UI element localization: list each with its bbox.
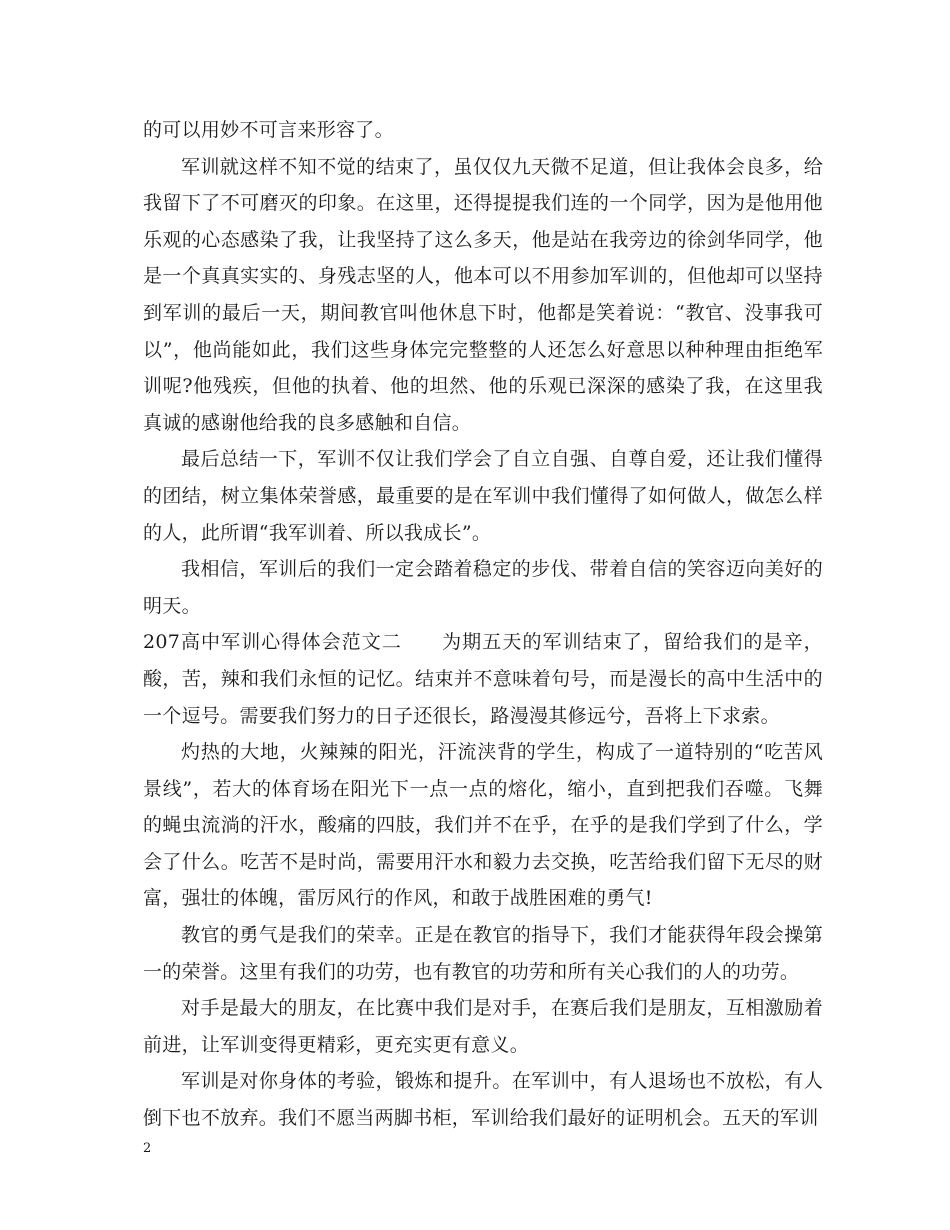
paragraph: 对手是最大的朋友，在比赛中我们是对手，在赛后我们是朋友，互相激励着前进，让军训变得更精彩，更充实更有意义。 <box>143 997 823 1056</box>
paragraph-continuation: 的可以用妙不可言来形容了。 <box>143 119 394 141</box>
paragraph: 灼热的大地，火辣辣的阳光，汗流浃背的学生，构成了一道特别的“吃苦风景线”，若大的体育场在阳光下一点一点的熔化，缩小，直到把我们吞噬。飞舞的蝇虫流淌的汗水，酸痛的四肢，我们并不在乎，在乎的是我们学到了什么，学会了什么。吃苦不是时尚，需要用汗水和毅力去交换，吃苦给我们留下无尽的财富，强壮的体魄，雷厉风行的作风，和敢于战胜困难的勇气! <box>143 741 823 910</box>
page-number: 2 <box>143 1141 152 1156</box>
paragraph: 军训是对你身体的考验，锻炼和提升。在军训中，有人退场也不放松，有人倒下也不放弃。我们不愿当两脚书柜，军训给我们最好的证明机会。五天的军训 <box>143 1070 823 1130</box>
paragraph: 教官的勇气是我们的荣幸。正是在教官的指导下，我们才能获得年段会操第一的荣誉。这里有我们的功劳，也有教官的功劳和所有关心我们的人的功劳。 <box>143 924 823 983</box>
paragraph: 军训就这样不知不觉的结束了，虽仅仅九天微不足道，但让我体会良多，给我留下了不可磨灭的印象。在这里，还得提提我们连的一个同学，因为是他用他乐观的心态感染了我，让我坚持了这么多天，他是站在我旁边的徐剑华同学，他是一个真真实实的、身残志坚的人，他本可以不用参加军训的，但他却可以坚持到军训的最后一天，期间教官叫他休息下时，他都是笑着说：“教官、没事我可以”，他尚能如此，我们这些身体完完整整的人还怎么好意思以种种理由拒绝军训呢?他残疾，但他的执着、他的坦然、他的乐观已深深的感染了我，在这里我真诚的感谢他给我的良多感触和自信。 <box>143 155 823 434</box>
section-heading-paragraph: 207高中军训心得体会范文二 为期五天的军训结束了，留给我们的是辛，酸，苦，辣和我们永恒的记忆。结束并不意味着句号，而是漫长的高中生活中的一个逗号。需要我们努力的日子还很长，路漫漫其修远兮，吾将上下求索。 <box>143 631 823 727</box>
paragraph: 我相信，军训后的我们一定会踏着稳定的步伐、带着自信的笑容迈向美好的明天。 <box>143 558 823 617</box>
paragraph: 最后总结一下，军训不仅让我们学会了自立自强、自尊自爱，还让我们懂得的团结，树立集体荣誉感，最重要的是在军训中我们懂得了如何做人，做怎么样的人，此所谓“我军训着、所以我成长”。 <box>143 448 823 544</box>
document-body <box>143 112 823 1137</box>
